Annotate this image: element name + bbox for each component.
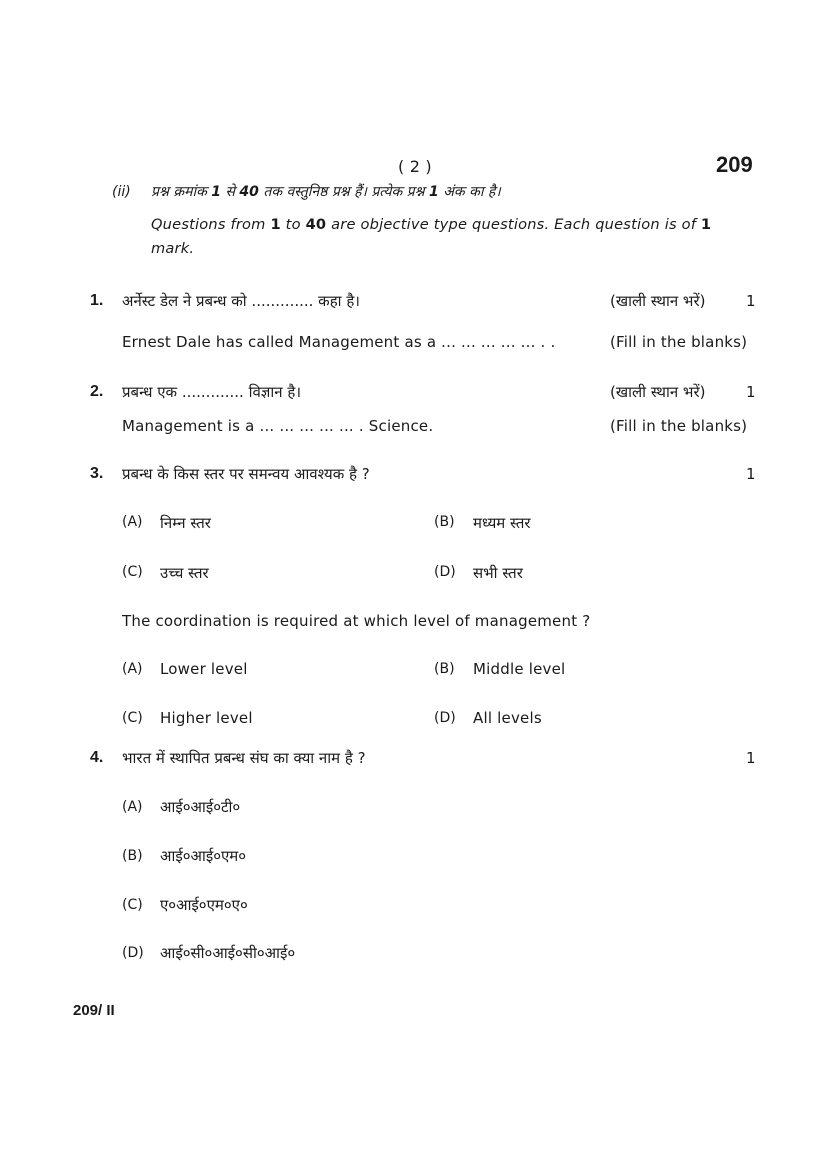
question-tag-english: (Fill in the blanks) — [610, 333, 748, 351]
question-number: 3. — [90, 465, 104, 482]
option-label: (D) — [122, 945, 144, 961]
instruction-english-text: Questions from — [151, 216, 266, 233]
instruction-english-line2: mark. — [151, 240, 195, 257]
question-text-english: Ernest Dale has called Management as a ... ... ... ... ... . . — [122, 333, 556, 351]
question-marks: 1 — [746, 465, 756, 483]
question-marks: 1 — [746, 749, 756, 767]
instruction-hindi-text: से — [225, 184, 235, 200]
instruction-hindi-text: अंक का है। — [443, 184, 501, 200]
instruction-hindi — [151, 182, 501, 201]
option-label: (C) — [122, 897, 143, 913]
question-tag-english: (Fill in the blanks) — [610, 417, 748, 435]
option-label: (C) — [122, 564, 143, 580]
question-tag-hindi: (खाली स्थान भरें) — [610, 292, 706, 310]
instruction-english-num: 1 — [700, 216, 712, 233]
option-text: उच्च स्तर — [160, 564, 209, 582]
page-number-label: ( 2 ) — [398, 157, 432, 176]
option-text: ए०आई०एम०ए० — [160, 896, 248, 914]
instruction-hindi-text: तक वस्तुनिष्ठ प्रश्न हैं। प्रत्येक प्रश्न — [263, 184, 425, 200]
instruction-hindi-num: 1 — [429, 184, 439, 200]
footer-paper-code: 209/ II — [73, 1002, 115, 1019]
instruction-english-text: to — [285, 216, 301, 233]
instruction-number: (ii) — [112, 184, 131, 200]
option-label: (D) — [434, 710, 456, 726]
option-text: Lower level — [160, 660, 248, 678]
question-text-hindi: प्रबन्ध एक ............. विज्ञान है। — [122, 383, 302, 401]
question-marks: 1 — [746, 292, 756, 310]
instruction-english-num: 40 — [305, 216, 327, 233]
instruction-hindi-text: प्रश्न क्रमांक — [151, 184, 207, 200]
option-text: Higher level — [160, 709, 253, 727]
question-number: 1. — [90, 292, 104, 309]
option-text: All levels — [473, 709, 542, 727]
option-label: (B) — [122, 848, 143, 864]
option-text: निम्न स्तर — [160, 514, 211, 532]
paper-code: 209 — [716, 152, 753, 177]
instruction-english-text: are objective type questions. Each question is of — [331, 216, 697, 233]
option-label: (A) — [122, 799, 143, 815]
option-text: मध्यम स्तर — [473, 514, 531, 532]
option-text: Middle level — [473, 660, 566, 678]
question-number: 4. — [90, 749, 104, 766]
question-number: 2. — [90, 383, 104, 400]
option-text: आई०आई०एम० — [160, 847, 247, 865]
question-marks: 1 — [746, 383, 756, 401]
option-label: (D) — [434, 564, 456, 580]
question-text-english: The coordination is required at which level of management ? — [122, 612, 591, 630]
instruction-hindi-num: 1 — [211, 184, 222, 200]
question-text-hindi: अर्नेस्ट डेल ने प्रबन्ध को ............. कहा है। — [122, 292, 360, 310]
instruction-english-line1 — [151, 216, 711, 233]
question-text-english: Management is a ... ... ... ... ... . Science. — [122, 417, 434, 435]
instruction-english-num: 1 — [270, 216, 281, 233]
question-text-hindi: प्रबन्ध के किस स्तर पर समन्वय आवश्यक है ? — [122, 465, 370, 483]
option-label: (B) — [434, 661, 455, 677]
option-text: आई०आई०टी० — [160, 798, 241, 816]
option-label: (B) — [434, 514, 455, 530]
instruction-hindi-num: 40 — [239, 184, 259, 200]
option-text: आई०सी०आई०सी०आई० — [160, 944, 296, 962]
option-label: (A) — [122, 661, 143, 677]
option-label: (A) — [122, 514, 143, 530]
question-text-hindi: भारत में स्थापित प्रबन्ध संघ का क्या नाम है ? — [122, 749, 366, 767]
option-text: सभी स्तर — [473, 564, 523, 582]
option-label: (C) — [122, 710, 143, 726]
question-tag-hindi: (खाली स्थान भरें) — [610, 383, 706, 401]
